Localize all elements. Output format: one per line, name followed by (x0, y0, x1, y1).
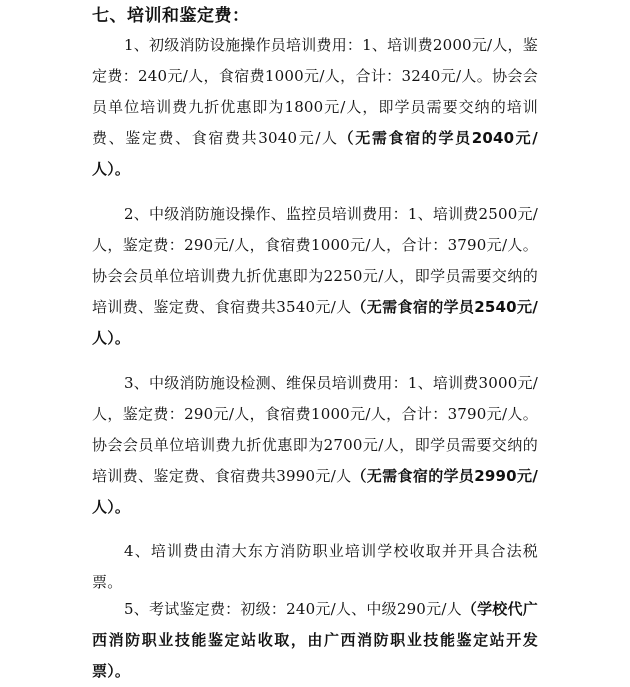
fee-item-bold-note: （无需食宿的学员2990元/人）。 (92, 467, 538, 516)
fee-item-bold-note: （无需食宿的学员2040元/人）。 (92, 129, 538, 178)
fee-item-text: 4、培训费由清大东方消防职业培训学校收取并开具合法税票。 (92, 542, 538, 591)
fee-item-text: 5、考试鉴定费：初级：240元/人、中级290元/人 (124, 600, 462, 618)
fee-item-1 (92, 30, 538, 185)
fee-item-bold-note: （无需食宿的学员2540元/人）。 (92, 298, 538, 347)
fee-item-bold-note: （学校代广西消防职业技能鉴定站收取，由广西消防职业技能鉴定站开发票）。 (92, 600, 538, 680)
fee-item-text: 2、中级消防施设操作、监控员培训费用：1、培训费2500元/人，鉴定费：290元/人，食宿费1000元/人，合计：3790元/人。协会会员单位培训费九折优惠即为2250元/人，即学员需要交纳的培训费、鉴定费、食宿费共3540元/人 (92, 205, 538, 316)
fee-item-4 (92, 536, 538, 598)
fee-item-text: 3、中级消防施设检测、维保员培训费用：1、培训费3000元/人，鉴定费：290元/人，食宿费1000元/人，合计：3790元/人。协会会员单位培训费九折优惠即为2700元/人，即学员需要交纳的培训费、鉴定费、食宿费共3990元/人 (92, 374, 538, 485)
fee-item-5 (92, 594, 538, 687)
section-heading: 七、培训和鉴定费： (92, 6, 250, 26)
fee-item-2 (92, 199, 538, 354)
fee-item-text: 1、初级消防设施操作员培训费用：1、培训费2000元/人，鉴定费：240元/人，食宿费1000元/人，合计：3240元/人。协会会员单位培训费九折优惠即为1800元/人，即学员需要交纳的培训费、鉴定费、食宿费共3040元/人 (92, 36, 538, 147)
fee-item-3 (92, 368, 538, 523)
